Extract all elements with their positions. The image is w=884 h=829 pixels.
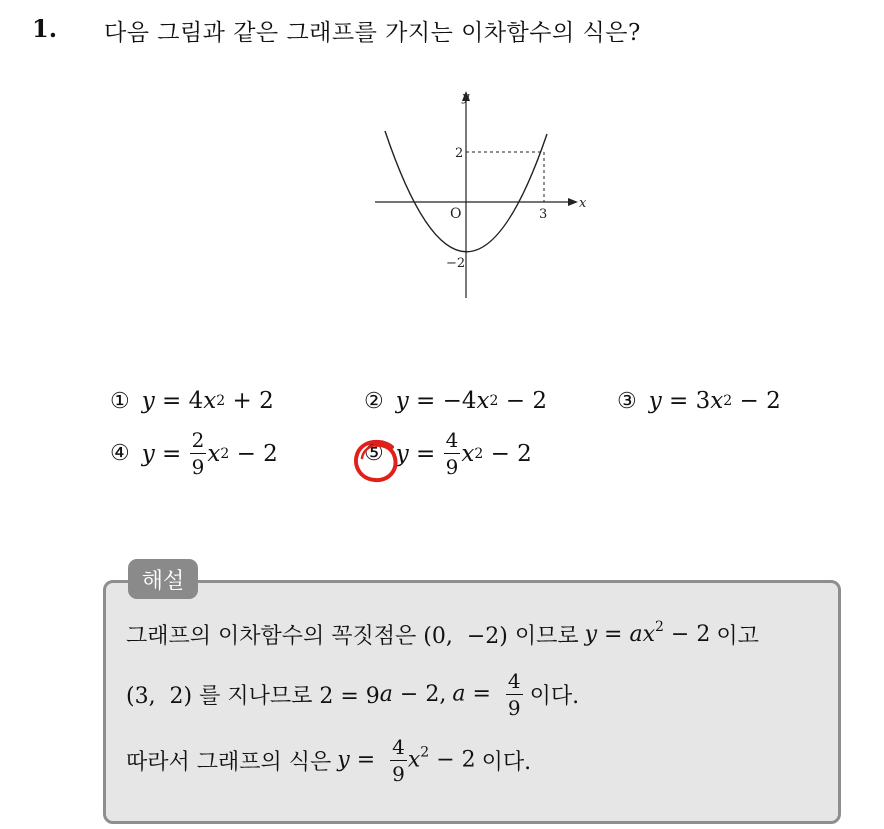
question-number: 1. xyxy=(32,14,58,43)
origin-label: O xyxy=(450,206,462,222)
solution-line-3: 따라서 그래프의 식은 y = $\frac{4}{9}$ $x^2 - 2$ 이다. xyxy=(126,734,532,786)
x-axis-label: x xyxy=(579,196,587,211)
solution-tag: 해설 xyxy=(128,559,198,599)
choice-5-fraction: $\frac{4}{9}$ xyxy=(445,428,459,479)
solution-line-3-fraction: $\frac{4}{9}$ xyxy=(392,734,405,786)
choice-3[interactable]: ③ y = 3 x 2 − 2 xyxy=(617,388,781,414)
choice-2-symbol: ② xyxy=(364,388,384,414)
choice-4-fraction: $\frac{2}{9}$ xyxy=(191,428,205,479)
y-axis-label: y xyxy=(462,90,470,105)
choice-4[interactable]: ④ y = $\frac{2}{9}$ x 2 − 2 xyxy=(110,428,278,479)
choice-1-symbol: ① xyxy=(110,388,130,414)
solution-line-1: 그래프의 이차함수의 꼭짓점은 (0, −2) 이므로 $y = ax^2 - 2$ 이고 xyxy=(126,618,759,649)
solution-line-2: (3, 2) 를 지나므로 2 = 9 a − 2, a = $\frac{4}{9}$ 이다. xyxy=(126,668,580,720)
choice-3-symbol: ③ xyxy=(617,388,637,414)
tick-y-top: 2 xyxy=(455,146,464,161)
choice-5-symbol: ⑤ xyxy=(364,441,384,466)
tick-x: 3 xyxy=(539,207,548,222)
choice-2[interactable]: ② y = −4 x 2 − 2 xyxy=(364,388,547,414)
parabola-graph xyxy=(360,86,590,301)
choice-4-symbol: ④ xyxy=(110,441,130,466)
choice-1[interactable]: ① y = 4 x 2 + 2 xyxy=(110,388,274,414)
choice-5[interactable]: ⑤ y = $\frac{4}{9}$ x 2 − 2 xyxy=(364,428,532,479)
question-text: 다음 그림과 같은 그래프를 가지는 이차함수의 식은? xyxy=(104,20,641,46)
answer-circle-mark-icon xyxy=(352,438,400,484)
solution-line-2-fraction: $\frac{4}{9}$ xyxy=(507,668,521,720)
x-axis-arrow xyxy=(568,198,578,206)
tick-y-bottom: −2 xyxy=(446,256,466,271)
